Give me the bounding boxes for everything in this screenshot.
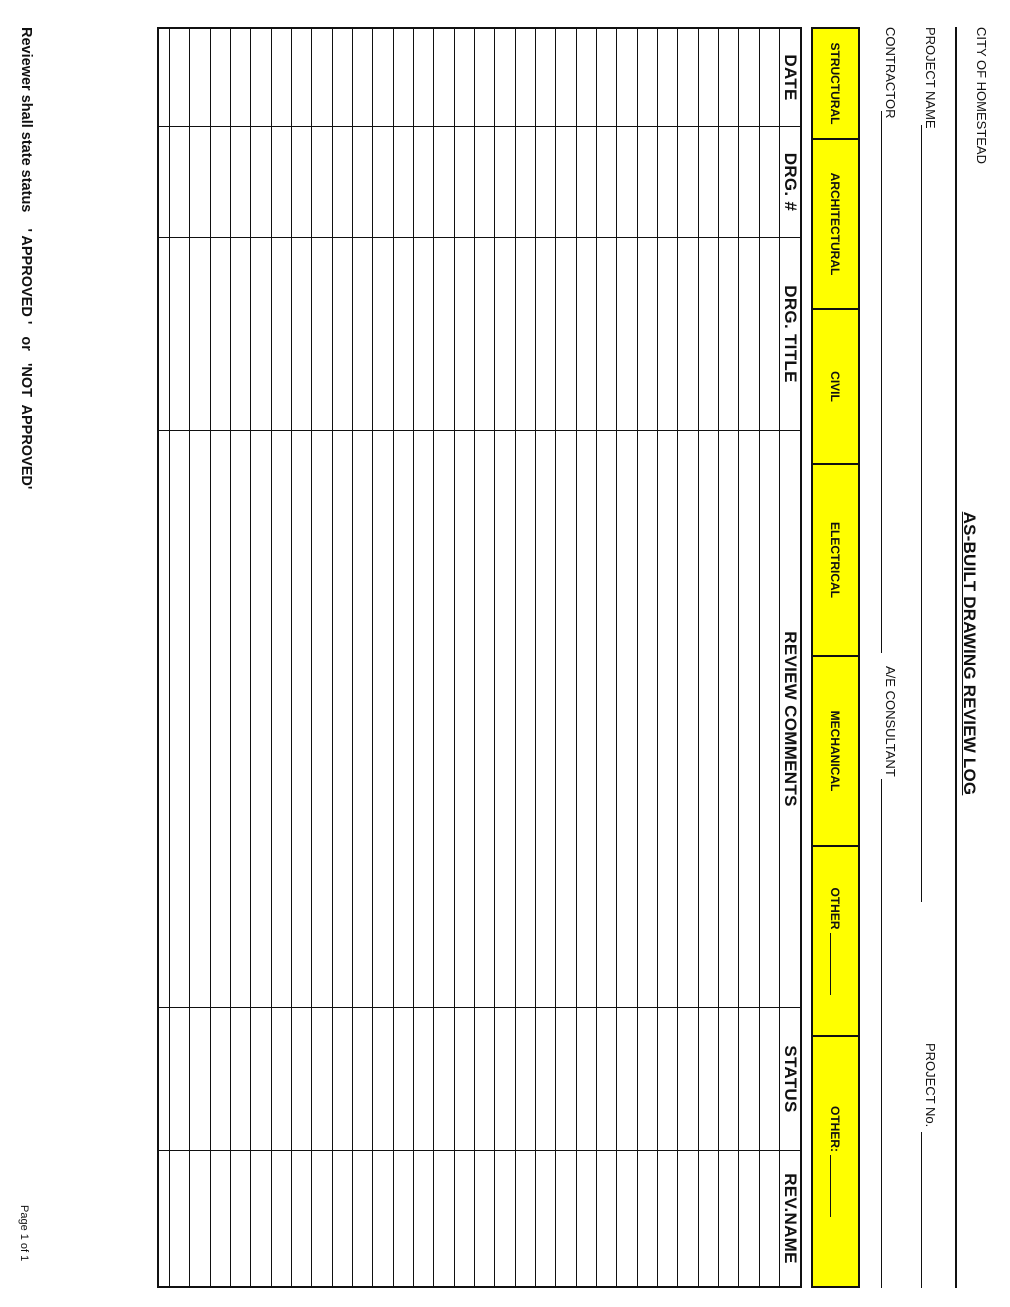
table-row (433, 29, 453, 1286)
cell-review-comments[interactable] (414, 431, 433, 1008)
cell-drg-number[interactable] (251, 127, 270, 238)
cell-date[interactable] (231, 29, 250, 127)
cell-drg-number[interactable] (577, 127, 596, 238)
category-civil[interactable]: CIVIL (813, 310, 858, 465)
table-row (332, 29, 352, 1286)
cell-rev-name[interactable] (719, 1151, 738, 1286)
table-row (535, 29, 555, 1286)
ae-consultant-field[interactable] (881, 779, 882, 1288)
table-row (677, 29, 697, 1286)
page-title: AS-BUILT DRAWING REVIEW LOG (960, 511, 979, 796)
cell-review-comments[interactable] (394, 431, 413, 1008)
cell-drg-title[interactable] (292, 238, 311, 431)
cell-rev-name[interactable] (333, 1151, 352, 1286)
cell-review-comments[interactable] (516, 431, 535, 1008)
cell-rev-name[interactable] (536, 1151, 555, 1286)
cell-status[interactable] (170, 1008, 189, 1151)
cell-rev-name[interactable] (516, 1151, 535, 1286)
table-row (474, 29, 494, 1286)
other-1-blank[interactable] (831, 933, 841, 995)
cell-date[interactable] (455, 29, 474, 127)
discipline-band (811, 27, 860, 1288)
cell-rev-name[interactable] (373, 1151, 392, 1286)
category-structural[interactable]: STRUCTURAL (813, 29, 858, 140)
table-row (454, 29, 474, 1286)
cell-review-comments[interactable] (211, 431, 230, 1008)
cell-date[interactable] (556, 29, 575, 127)
cell-drg-title[interactable] (455, 238, 474, 431)
cell-status[interactable] (556, 1008, 575, 1151)
cell-rev-name[interactable] (475, 1151, 494, 1286)
table-row (494, 29, 514, 1286)
cell-date[interactable] (577, 29, 596, 127)
cell-drg-title[interactable] (353, 238, 372, 431)
cell-drg-number[interactable] (157, 127, 169, 238)
cell-drg-title[interactable] (434, 238, 453, 431)
cell-drg-title[interactable] (719, 238, 738, 431)
cell-date[interactable] (760, 29, 779, 127)
cell-status[interactable] (536, 1008, 555, 1151)
table-row (393, 29, 413, 1286)
table-row (738, 29, 758, 1286)
cell-review-comments[interactable] (475, 431, 494, 1008)
table-row (515, 29, 535, 1286)
cell-status[interactable] (495, 1008, 514, 1151)
cell-date[interactable] (312, 29, 331, 127)
category-other-2[interactable]: OTHER: (813, 1037, 858, 1286)
cell-rev-name[interactable] (658, 1151, 677, 1286)
table-row (657, 29, 677, 1286)
table-row (210, 29, 230, 1286)
contractor-field[interactable] (881, 111, 882, 653)
cell-rev-name[interactable] (678, 1151, 697, 1286)
cell-drg-title[interactable] (373, 238, 392, 431)
contractor-label: CONTRACTOR (883, 27, 898, 119)
cell-review-comments[interactable] (353, 431, 372, 1008)
cell-rev-name[interactable] (556, 1151, 575, 1286)
cell-date[interactable] (536, 29, 555, 127)
cell-review-comments[interactable] (333, 431, 352, 1008)
cell-rev-name[interactable] (312, 1151, 331, 1286)
cell-drg-title[interactable] (190, 238, 209, 431)
cell-date[interactable] (353, 29, 372, 127)
title-rule (955, 27, 957, 1288)
col-header-date: DATE (780, 29, 800, 127)
cell-review-comments[interactable] (658, 431, 677, 1008)
cell-date[interactable] (658, 29, 677, 127)
cell-rev-name[interactable] (394, 1151, 413, 1286)
cell-review-comments[interactable] (556, 431, 575, 1008)
cell-review-comments[interactable] (617, 431, 636, 1008)
category-architectural[interactable]: ARCHITECTURAL (813, 140, 858, 310)
cell-drg-number[interactable] (597, 127, 616, 238)
cell-rev-name[interactable] (434, 1151, 453, 1286)
cell-rev-name[interactable] (495, 1151, 514, 1286)
cell-date[interactable] (699, 29, 718, 127)
cell-status[interactable] (475, 1008, 494, 1151)
cell-status[interactable] (292, 1008, 311, 1151)
cell-date[interactable] (414, 29, 433, 127)
table-row (596, 29, 616, 1286)
cell-status[interactable] (373, 1008, 392, 1151)
cell-drg-number[interactable] (556, 127, 575, 238)
cell-drg-number[interactable] (536, 127, 555, 238)
table-row (250, 29, 270, 1286)
category-electrical[interactable]: ELECTRICAL (813, 465, 858, 657)
cell-drg-title[interactable] (495, 238, 514, 431)
cell-status[interactable] (577, 1008, 596, 1151)
cell-status[interactable] (157, 1008, 169, 1151)
cell-drg-title[interactable] (699, 238, 718, 431)
cell-rev-name[interactable] (272, 1151, 291, 1286)
cell-drg-number[interactable] (414, 127, 433, 238)
category-mechanical[interactable]: MECHANICAL (813, 657, 858, 847)
cell-review-comments[interactable] (638, 431, 657, 1008)
cell-drg-title[interactable] (577, 238, 596, 431)
cell-rev-name[interactable] (353, 1151, 372, 1286)
cell-drg-title[interactable] (475, 238, 494, 431)
cell-drg-number[interactable] (190, 127, 209, 238)
cell-rev-name[interactable] (170, 1151, 189, 1286)
cell-drg-number[interactable] (312, 127, 331, 238)
cell-drg-title[interactable] (414, 238, 433, 431)
table-row (169, 29, 189, 1286)
cell-drg-title[interactable] (617, 238, 636, 431)
status-instruction: Reviewer shall state status ' APPROVED ' or 'NOT APPROVED' (18, 27, 34, 490)
cell-status[interactable] (597, 1008, 616, 1151)
cell-drg-title[interactable] (394, 238, 413, 431)
cell-drg-number[interactable] (292, 127, 311, 238)
cell-date[interactable] (617, 29, 636, 127)
table-row (718, 29, 738, 1286)
cell-date[interactable] (739, 29, 758, 127)
cell-review-comments[interactable] (678, 431, 697, 1008)
table-row (230, 29, 250, 1286)
cell-date[interactable] (394, 29, 413, 127)
cell-date[interactable] (272, 29, 291, 127)
cell-drg-title[interactable] (231, 238, 250, 431)
cell-rev-name[interactable] (211, 1151, 230, 1286)
cell-rev-name[interactable] (739, 1151, 758, 1286)
cell-drg-title[interactable] (556, 238, 575, 431)
cell-drg-number[interactable] (760, 127, 779, 238)
cell-drg-number[interactable] (475, 127, 494, 238)
cell-drg-title[interactable] (678, 238, 697, 431)
cell-drg-number[interactable] (272, 127, 291, 238)
cell-review-comments[interactable] (495, 431, 514, 1008)
col-header-drg-title: DRG. TITLE (780, 238, 800, 431)
cell-status[interactable] (353, 1008, 372, 1151)
cell-status[interactable] (231, 1008, 250, 1151)
cell-drg-title[interactable] (516, 238, 535, 431)
org-name: CITY OF HOMESTEAD (974, 27, 989, 164)
table-row (698, 29, 718, 1286)
cell-date[interactable] (495, 29, 514, 127)
cell-drg-number[interactable] (658, 127, 677, 238)
cell-date[interactable] (211, 29, 230, 127)
cell-status[interactable] (251, 1008, 270, 1151)
cell-status[interactable] (638, 1008, 657, 1151)
cell-status[interactable] (719, 1008, 738, 1151)
ae-consultant-label: A/E CONSULTANT (883, 666, 898, 777)
cell-drg-number[interactable] (394, 127, 413, 238)
cell-review-comments[interactable] (699, 431, 718, 1008)
table-row (271, 29, 291, 1286)
table-row (576, 29, 596, 1286)
cell-rev-name[interactable] (292, 1151, 311, 1286)
page-number: Page 1 of 1 (18, 1205, 30, 1262)
cell-drg-number[interactable] (699, 127, 718, 238)
cell-date[interactable] (597, 29, 616, 127)
cell-drg-title[interactable] (157, 238, 169, 431)
table-row (189, 29, 209, 1286)
cell-rev-name[interactable] (638, 1151, 657, 1286)
cell-drg-title[interactable] (536, 238, 555, 431)
cell-review-comments[interactable] (434, 431, 453, 1008)
cell-status[interactable] (272, 1008, 291, 1151)
cell-rev-name[interactable] (455, 1151, 474, 1286)
cell-date[interactable] (638, 29, 657, 127)
cell-date[interactable] (170, 29, 189, 127)
cell-drg-number[interactable] (211, 127, 230, 238)
cell-status[interactable] (333, 1008, 352, 1151)
cell-drg-title[interactable] (272, 238, 291, 431)
cell-drg-number[interactable] (353, 127, 372, 238)
cell-review-comments[interactable] (251, 431, 270, 1008)
cell-review-comments[interactable] (536, 431, 555, 1008)
cell-review-comments[interactable] (577, 431, 596, 1008)
cell-drg-title[interactable] (170, 238, 189, 431)
cell-date[interactable] (516, 29, 535, 127)
review-log-table (157, 27, 802, 1288)
cell-rev-name[interactable] (699, 1151, 718, 1286)
table-row (157, 29, 169, 1286)
cell-status[interactable] (699, 1008, 718, 1151)
cell-review-comments[interactable] (719, 431, 738, 1008)
cell-rev-name[interactable] (231, 1151, 250, 1286)
cell-review-comments[interactable] (190, 431, 209, 1008)
cell-rev-name[interactable] (157, 1151, 169, 1286)
cell-status[interactable] (739, 1008, 758, 1151)
cell-drg-number[interactable] (333, 127, 352, 238)
cell-rev-name[interactable] (414, 1151, 433, 1286)
col-header-review-comments: REVIEW COMMENTS (780, 431, 800, 1008)
cell-review-comments[interactable] (373, 431, 392, 1008)
cell-status[interactable] (211, 1008, 230, 1151)
col-header-rev-name: REV.NAME (781, 1173, 800, 1264)
cell-review-comments[interactable] (292, 431, 311, 1008)
table-row (413, 29, 433, 1286)
cell-rev-name[interactable] (577, 1151, 596, 1286)
cell-status[interactable] (414, 1008, 433, 1151)
table-row (759, 29, 779, 1286)
cell-drg-number[interactable] (719, 127, 738, 238)
cell-review-comments[interactable] (170, 431, 189, 1008)
category-other-1[interactable]: OTHER (813, 847, 858, 1037)
table-row (352, 29, 372, 1286)
cell-drg-number[interactable] (373, 127, 392, 238)
cell-drg-number[interactable] (455, 127, 474, 238)
cell-date[interactable] (333, 29, 352, 127)
table-body (157, 29, 779, 1286)
cell-rev-name[interactable] (190, 1151, 209, 1286)
project-name-label: PROJECT NAME (923, 27, 938, 129)
table-row (291, 29, 311, 1286)
cell-date[interactable] (292, 29, 311, 127)
cell-date[interactable] (190, 29, 209, 127)
cell-drg-title[interactable] (597, 238, 616, 431)
cell-status[interactable] (516, 1008, 535, 1151)
cell-date[interactable] (719, 29, 738, 127)
table-row (555, 29, 575, 1286)
cell-drg-number[interactable] (231, 127, 250, 238)
table-row (311, 29, 331, 1286)
cell-status[interactable] (312, 1008, 331, 1151)
cell-drg-number[interactable] (617, 127, 636, 238)
other-2-blank[interactable] (831, 1155, 841, 1217)
cell-status[interactable] (617, 1008, 636, 1151)
cell-date[interactable] (251, 29, 270, 127)
cell-status[interactable] (394, 1008, 413, 1151)
cell-date[interactable] (157, 29, 169, 127)
cell-rev-name[interactable] (597, 1151, 616, 1286)
cell-date[interactable] (373, 29, 392, 127)
cell-review-comments[interactable] (455, 431, 474, 1008)
cell-drg-title[interactable] (251, 238, 270, 431)
cell-review-comments[interactable] (157, 431, 169, 1008)
cell-date[interactable] (434, 29, 453, 127)
cell-drg-title[interactable] (658, 238, 677, 431)
cell-drg-number[interactable] (495, 127, 514, 238)
cell-status[interactable] (760, 1008, 779, 1151)
cell-date[interactable] (475, 29, 494, 127)
cell-drg-number[interactable] (434, 127, 453, 238)
cell-rev-name[interactable] (251, 1151, 270, 1286)
col-header-status: STATUS (780, 1008, 800, 1151)
cell-review-comments[interactable] (597, 431, 616, 1008)
cell-drg-number[interactable] (170, 127, 189, 238)
cell-rev-name[interactable] (760, 1151, 779, 1286)
cell-review-comments[interactable] (272, 431, 291, 1008)
cell-status[interactable] (678, 1008, 697, 1151)
cell-drg-number[interactable] (516, 127, 535, 238)
col-header-drg-number: DRG. # (780, 127, 800, 238)
cell-drg-title[interactable] (211, 238, 230, 431)
cell-review-comments[interactable] (231, 431, 250, 1008)
cell-status[interactable] (455, 1008, 474, 1151)
project-name-field[interactable] (921, 125, 922, 902)
cell-status[interactable] (434, 1008, 453, 1151)
cell-rev-name[interactable] (617, 1151, 636, 1286)
cell-status[interactable] (190, 1008, 209, 1151)
cell-drg-number[interactable] (739, 127, 758, 238)
project-no-label: PROJECT No. (923, 1043, 938, 1128)
table-row (637, 29, 657, 1286)
cell-review-comments[interactable] (312, 431, 331, 1008)
cell-drg-title[interactable] (638, 238, 657, 431)
cell-drg-number[interactable] (678, 127, 697, 238)
project-no-field[interactable] (921, 1132, 922, 1288)
cell-drg-title[interactable] (760, 238, 779, 431)
cell-drg-title[interactable] (312, 238, 331, 431)
table-header (779, 29, 800, 1286)
cell-status[interactable] (658, 1008, 677, 1151)
table-row (616, 29, 636, 1286)
cell-drg-title[interactable] (333, 238, 352, 431)
cell-review-comments[interactable] (739, 431, 758, 1008)
cell-drg-title[interactable] (739, 238, 758, 431)
cell-date[interactable] (678, 29, 697, 127)
cell-review-comments[interactable] (760, 431, 779, 1008)
cell-drg-number[interactable] (638, 127, 657, 238)
table-row (372, 29, 392, 1286)
